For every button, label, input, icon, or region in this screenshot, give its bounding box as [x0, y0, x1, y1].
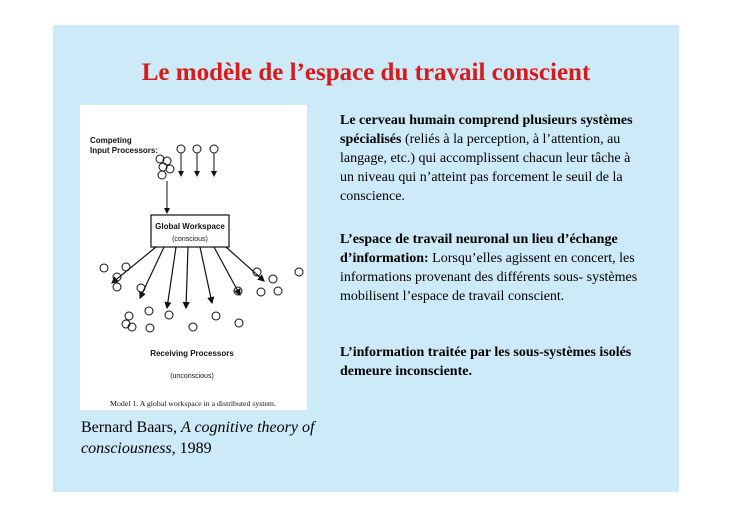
- global-workspace-label: Global Workspace: [155, 222, 225, 231]
- slide-title: Le modèle de l’espace du travail conscient: [141, 59, 591, 86]
- paragraph-specialized-systems: [340, 111, 640, 206]
- input-processors-label: Input Processors:: [90, 146, 159, 155]
- reference: [81, 417, 351, 459]
- paragraph-isolated: [340, 343, 640, 381]
- slide: [53, 25, 679, 492]
- input-processors: [177, 145, 218, 153]
- paragraph-text: Lorsqu’elles agissent en concert, les informations provenant des différents sous- systèmes mobilisent l’espace de travail conscient.: [340, 251, 638, 304]
- input-processor-cluster: [156, 155, 174, 179]
- receiving-processors: [100, 263, 303, 332]
- conscious-label: (conscious): [172, 236, 208, 243]
- paragraph-bold: L’espace de travail neuronal un lieu d’échange d’information:: [340, 232, 618, 266]
- broadcast-arrows: [112, 247, 264, 308]
- receiving-processors-label: Receiving Processors: [150, 349, 234, 358]
- paragraph-bold: L’information traitée par les sous-systèmes isolés demeure inconsciente.: [340, 345, 632, 379]
- reference-author: Bernard Baars,: [81, 419, 181, 436]
- reference-year: , 1989: [171, 440, 212, 457]
- paragraph-bold: Le cerveau humain comprend plusieurs systèmes spécialisés: [340, 113, 633, 147]
- reference-work: A cognitive theory of consciousness: [81, 419, 315, 457]
- unconscious-label: (unconscious): [170, 373, 214, 380]
- paragraph-workspace: [340, 230, 640, 306]
- competing-label: Competing: [90, 136, 132, 145]
- global-workspace-figure: [80, 105, 307, 410]
- paragraph-text: (reliés à la perception, à l’attention, au langage, etc.) qui accomplissent chacun leur tâche à un niveau qui n’atteint pas forcement le seuil de la conscience.: [340, 132, 631, 204]
- diagram-svg: [80, 105, 307, 410]
- figure-caption: Model 1. A global workspace in a distributed system.: [110, 399, 276, 408]
